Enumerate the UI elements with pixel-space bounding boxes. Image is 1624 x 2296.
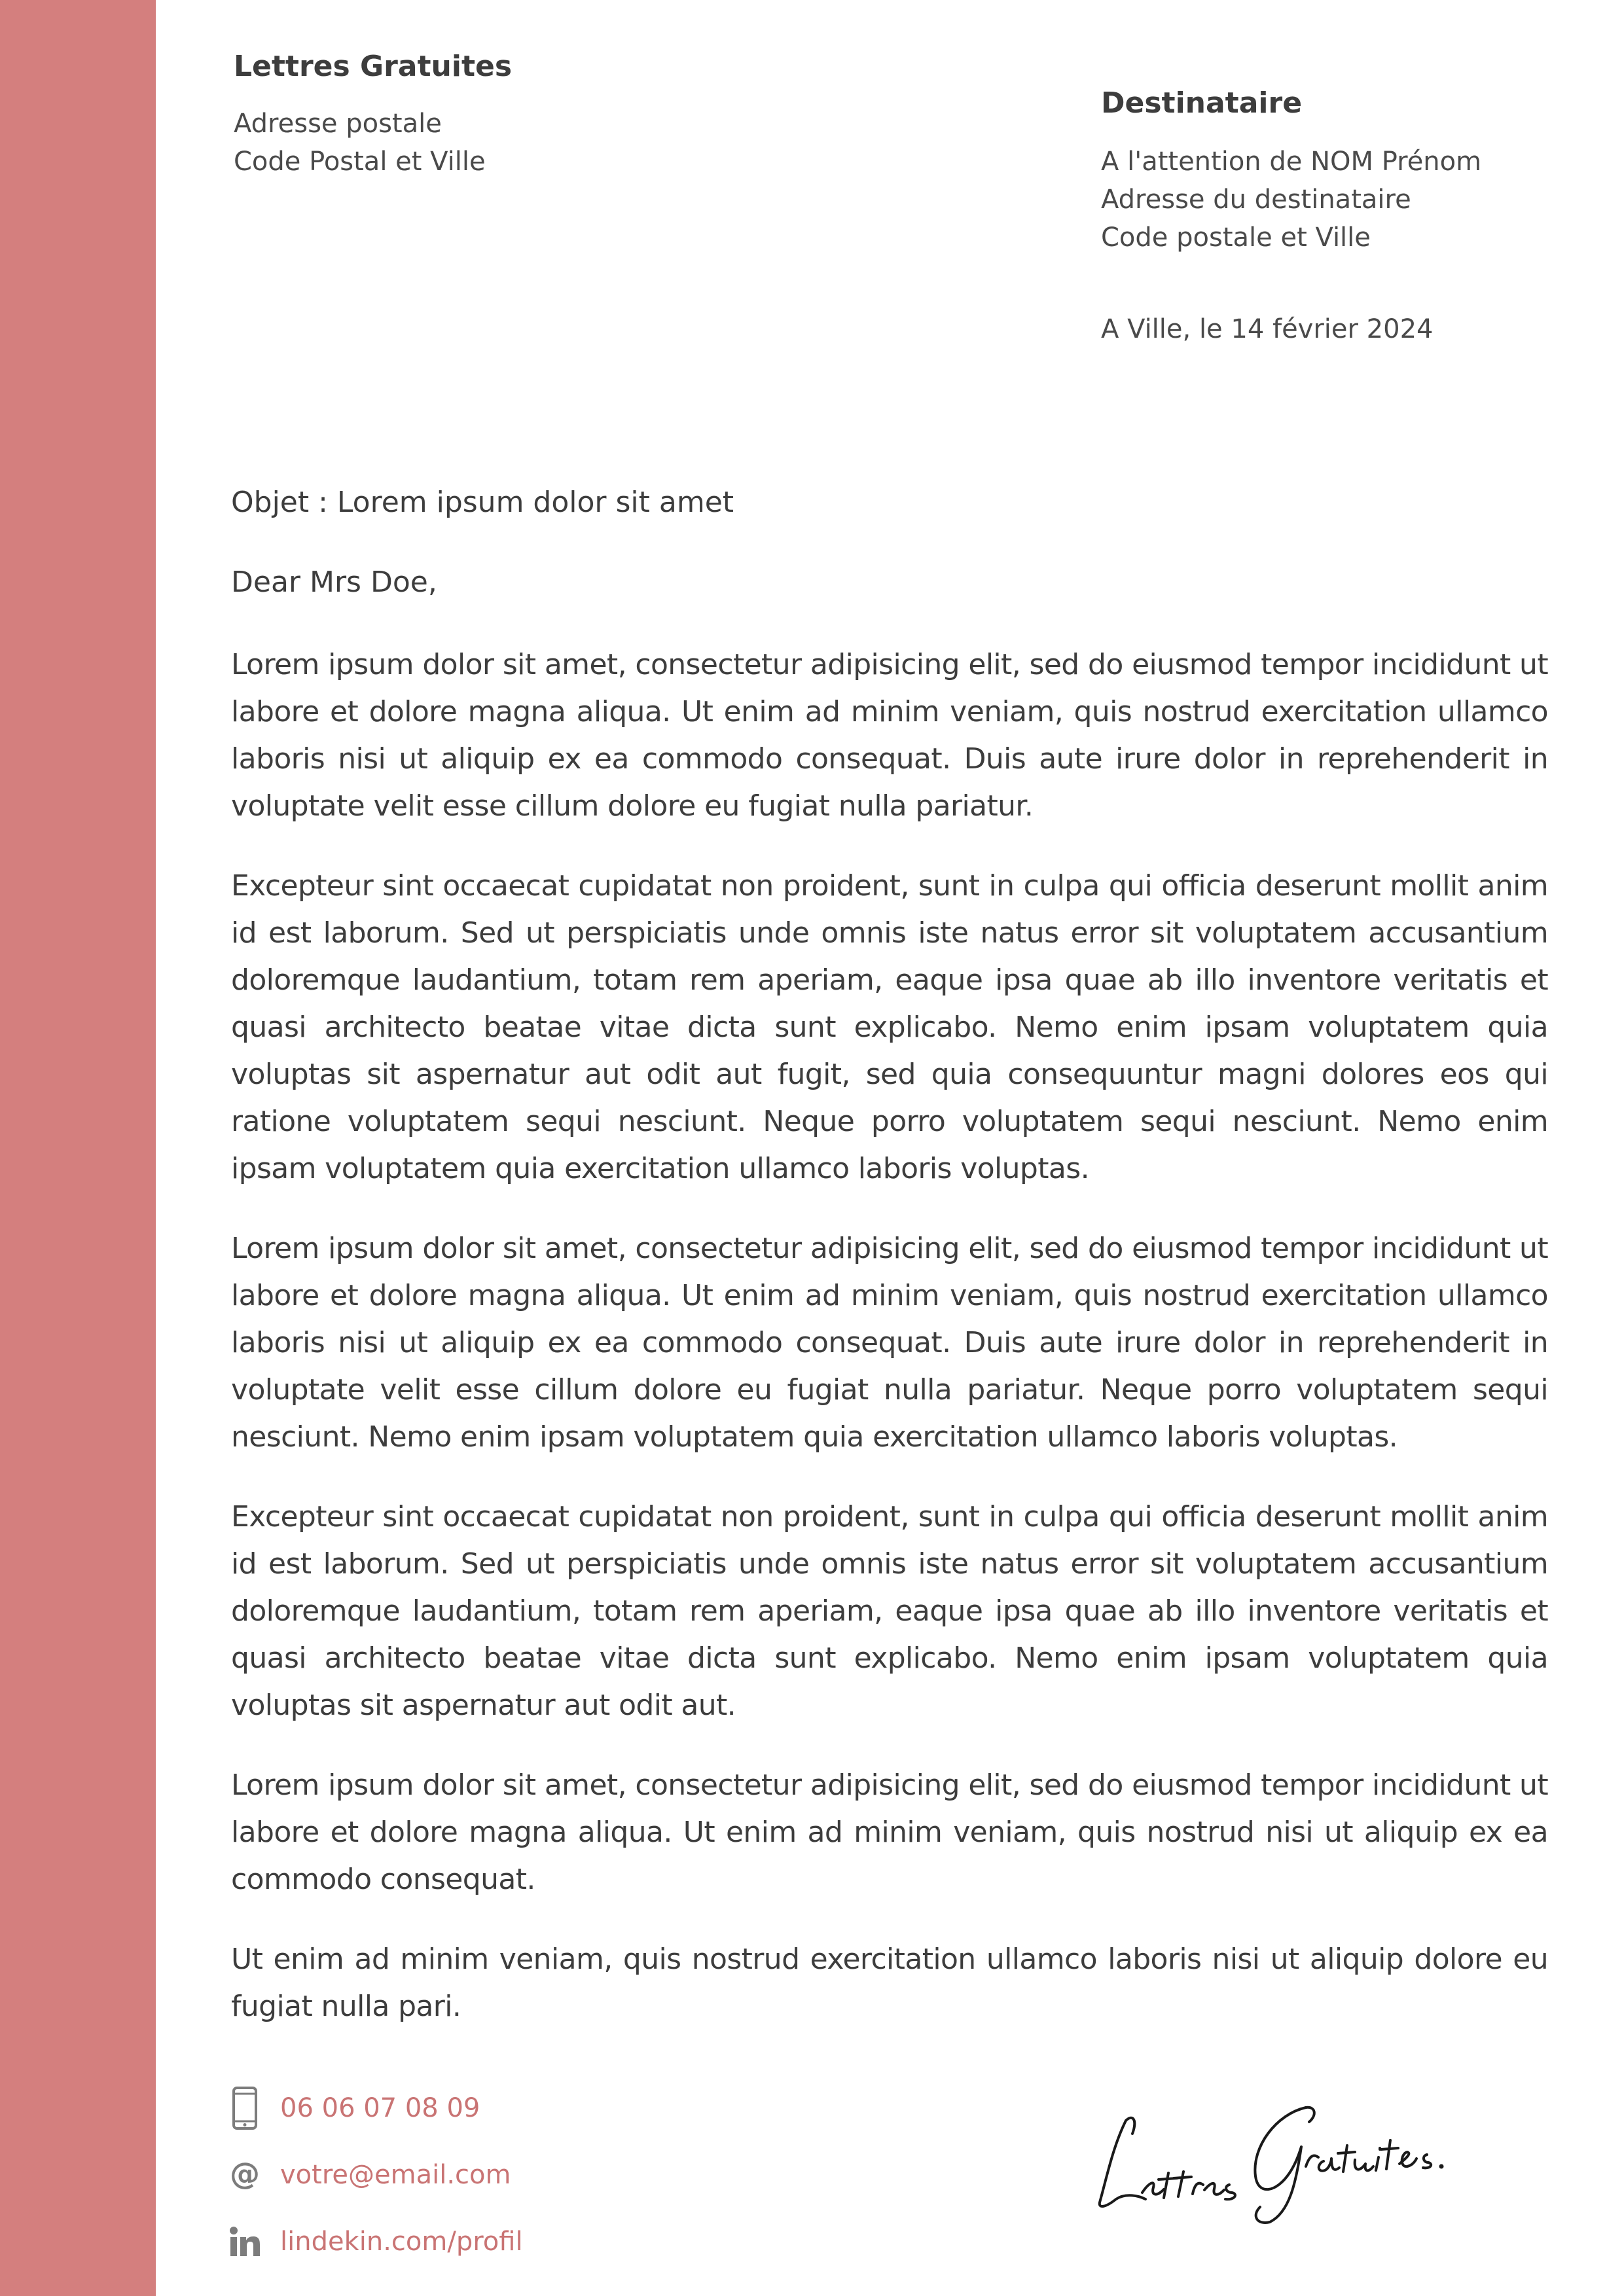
contact-phone[interactable]: 06 06 07 08 09 [280, 2093, 480, 2123]
contact-linkedin-row [228, 2219, 523, 2265]
contact-linkedin[interactable]: lindekin.com/profil [280, 2227, 523, 2257]
contact-block [228, 2085, 523, 2286]
body-paragraph-4: Excepteur sint occaecat cupidatat non proident, sunt in culpa qui officia deserunt mollit anim id est laborum. Sed ut perspiciatis unde omnis iste natus error sit voluptatem accusantium doloremque laudantium, totam rem aperiam, eaque ipsa quae ab illo inventore veritatis et quasi architecto beatae vitae dicta sunt explicabo. Nemo enim ipsam voluptatem quia voluptas sit aspernatur aut odit aut. [231, 1500, 1548, 1722]
sender-address-line1: Adresse postale [234, 109, 442, 139]
phone-icon [228, 2085, 262, 2131]
letter-salutation: Dear Mrs Doe, [231, 565, 437, 599]
linkedin-icon [228, 2219, 262, 2265]
recipient-title: Destinataire [1101, 86, 1303, 120]
body-paragraph-1: Lorem ipsum dolor sit amet, consectetur adipisicing elit, sed do eiusmod tempor incididunt ut labore et dolore magna aliqua. Ut enim ad minim veniam, quis nostrud exercitation ullamco laboris nisi ut aliquip ex ea commodo consequat. Duis aute irure dolor in reprehenderit in voluptate velit esse cillum dolore eu fugiat nulla pariatur. [231, 648, 1548, 823]
contact-phone-row [228, 2085, 523, 2131]
letter-date: A Ville, le 14 février 2024 [1101, 314, 1434, 344]
svg-text:@: @ [230, 2159, 260, 2191]
sidebar-accent-band [0, 0, 156, 2296]
letter-subject: Objet : Lorem ipsum dolor sit amet [231, 486, 734, 519]
letter-body [231, 641, 1548, 2063]
body-paragraph-6: Ut enim ad minim veniam, quis nostrud exercitation ullamco laboris nisi ut aliquip dolore eu fugiat nulla pari. [231, 1943, 1548, 2023]
at-icon [228, 2152, 262, 2198]
recipient-city-line: Code postale et Ville [1101, 223, 1371, 253]
contact-email-row [228, 2152, 523, 2198]
recipient-address-line: Adresse du destinataire [1101, 185, 1411, 215]
sender-address-line2: Code Postal et Ville [234, 147, 486, 177]
body-paragraph-3: Lorem ipsum dolor sit amet, consectetur adipisicing elit, sed do eiusmod tempor incididunt ut labore et dolore magna aliqua. Ut enim ad minim veniam, quis nostrud exercitation ullamco laboris nisi ut aliquip ex ea commodo consequat. Duis aute irure dolor in reprehenderit in voluptate velit esse cillum dolore eu fugiat nulla pariatur. Neque porro voluptatem sequi nesciunt. Nemo enim ipsam voluptatem quia exercitation ullamco laboris voluptas. [231, 1232, 1548, 1454]
sender-block [234, 47, 512, 181]
handwritten-signature [1080, 2068, 1473, 2225]
sender-name: Lettres Gratuites [234, 50, 513, 83]
recipient-block [1101, 84, 1585, 257]
contact-email[interactable]: votre@email.com [280, 2160, 511, 2190]
body-paragraph-2: Excepteur sint occaecat cupidatat non proident, sunt in culpa qui officia deserunt mollit anim id est laborum. Sed ut perspiciatis unde omnis iste natus error sit voluptatem accusantium doloremque laudantium, totam rem aperiam, eaque ipsa quae ab illo inventore veritatis et quasi architecto beatae vitae dicta sunt explicabo. Nemo enim ipsam voluptatem quia voluptas sit aspernatur aut odit aut fugit, sed quia consequuntur magni dolores eos qui ratione voluptatem sequi nesciunt. Neque porro voluptatem sequi nesciunt. Nemo enim ipsam voluptatem quia exercitation ullamco laboris voluptas. [231, 869, 1548, 1185]
body-paragraph-5: Lorem ipsum dolor sit amet, consectetur adipisicing elit, sed do eiusmod tempor incididunt ut labore et dolore magna aliqua. Ut enim ad minim veniam, quis nostrud nisi ut aliquip ex ea commodo consequat. [231, 1768, 1548, 1896]
recipient-attention-line: A l'attention de NOM Prénom [1101, 147, 1482, 177]
